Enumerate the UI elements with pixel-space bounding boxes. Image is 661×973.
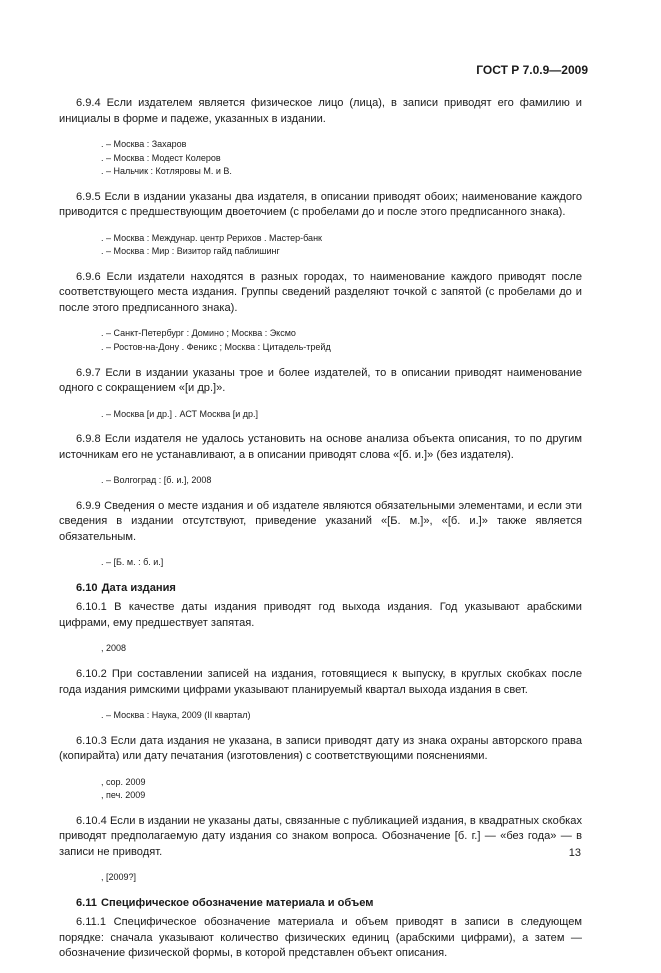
paragraph: 6.11.1 Специфическое обозначение материала и объем приводят в записи в следующем порядке: сначала указывают количество физических единиц (арабскими цифрами), а затем — обозначение физической формы, в которой представлен объект описания.: [59, 916, 582, 960]
example-line: . – Москва : Наука, 2009 (II квартал): [101, 710, 251, 721]
example-block: [101, 776, 582, 803]
paragraph: 6.9.7 Если в издании указаны трое и более издателей, то в описании приводят наименование одного с сокращением «[и др.]».: [59, 366, 582, 395]
example-block: [101, 556, 582, 570]
example-line: , cop. 2009: [101, 776, 146, 787]
example-block: [101, 138, 582, 179]
example-line: , [2009?]: [101, 872, 137, 883]
example-block: [101, 642, 582, 656]
section-title: Специфическое обозначение материала и объем: [100, 896, 374, 909]
example-line: . – Москва : Междунар. центр Рерихов . Мастер-банк: [101, 232, 322, 243]
document-body: [59, 96, 582, 973]
example-block: [101, 709, 582, 723]
example-line: . – Нальчик : Котляровы М. и В.: [101, 166, 232, 177]
example-line: . – Санкт-Петербург : Домино ; Москва : Эксмо: [101, 328, 296, 339]
paragraph: 6.9.8 Если издателя не удалось установить на основе анализа объекта описания, то по другим источникам его не устанавливают, а в описании приводят слова «[б. и.]» (без издателя).: [59, 433, 582, 461]
example-block: [101, 327, 582, 354]
example-line: . – Москва : Модест Колеров: [101, 152, 221, 163]
example-block: [101, 871, 582, 885]
example-block: [101, 232, 582, 259]
paragraph: 6.9.6 Если издатели находятся в разных городах, то наименование каждого приводят после соответствующего места издания. Группы сведений разделяют точкой с запятой (с пробелами до и после этого предписанного знака).: [59, 270, 582, 314]
example-line: , печ. 2009: [101, 790, 146, 801]
example-line: . – Москва : Захаров: [101, 139, 187, 149]
paragraph: 6.10.1 В качестве даты издания приводят год выхода издания. Год указывают арабскими цифрами, ему предшествует запятая.: [59, 601, 582, 629]
paragraph: 6.9.5 Если в издании указаны два издателя, в описании приводят обоих; наименование каждого приводится с предшествующим двоеточием (с пробелами до и после этого предписанного знака).: [59, 190, 582, 219]
section-title: Дата издания: [101, 581, 176, 594]
section-heading: [76, 581, 582, 597]
paragraph: 6.10.4 Если в издании не указаны даты, связанные с публикацией издания, в квадратных скобках приводят предполагаемую дату издания со знаком вопроса. Обозначение [б. г.] — «без года» — в записи не приводят.: [59, 814, 582, 858]
example-line: . – Волгоград : [б. и.], 2008: [101, 475, 212, 486]
page-number: 13: [568, 847, 581, 859]
section-number: 6.10: [76, 581, 98, 594]
section-heading: [76, 896, 582, 912]
paragraph: 6.9.9 Сведения о месте издания и об издателе являются обязательными элементами, и если эти сведения в издании отсутствуют, приведение указаний «[Б. м.]», «[б. и.]» также является обязательным.: [59, 499, 582, 543]
example-line: . – Москва [и др.] . АСТ Москва [и др.]: [101, 408, 259, 419]
example-line: , 2008: [101, 643, 127, 654]
example-line: . – Москва : Мир : Визитор гайд паблишинг: [101, 246, 280, 257]
section-number: 6.11: [76, 896, 97, 909]
paragraph: 6.10.2 При составлении записей на издания, готовящиеся к выпуску, в круглых скобках после года издания римскими цифрами указывают планируемый квартал выхода издания в свет.: [59, 668, 582, 696]
paragraph: 6.9.4 Если издателем является физическое лицо (лица), в записи приводят его фамилию и инициалы в форме и падеже, указанных в издании.: [59, 97, 582, 125]
example-block: [101, 408, 582, 422]
example-line: . – Ростов-на-Дону . Феникс ; Москва : Цитадель-трейд: [101, 342, 331, 353]
paragraph: 6.10.3 Если дата издания не указана, в записи приводят дату из знака охраны авторского права (копирайта) или дату печатания (изготовления) с соответствующими пояснениями.: [59, 734, 582, 763]
document-header: ГОСТ Р 7.0.9—2009: [476, 63, 588, 77]
example-line: . – [Б. м. : б. и.]: [101, 557, 164, 568]
example-block: [101, 474, 582, 488]
